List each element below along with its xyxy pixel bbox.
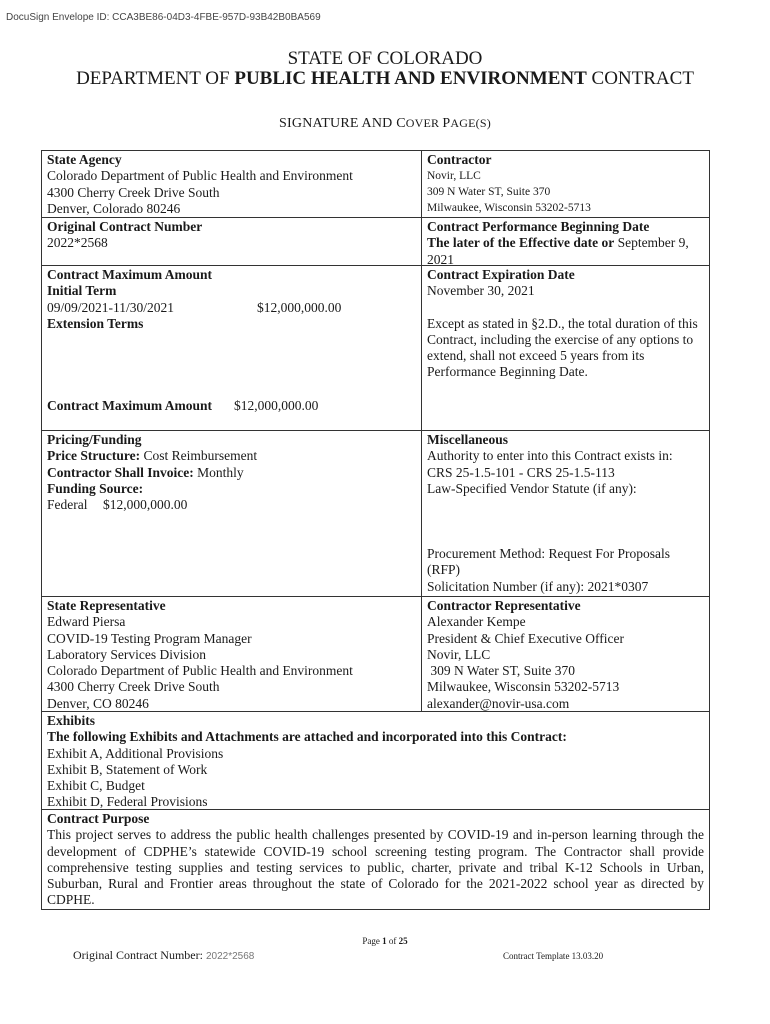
performance-begin-text — [427, 235, 704, 268]
row-contract-number — [42, 218, 709, 266]
max-amount-cell — [42, 266, 422, 430]
doc-subtitle — [0, 116, 770, 132]
footer-template: Contract Template 13.03.20 — [503, 951, 604, 961]
exhibit-item: Exhibit D, Federal Provisions — [47, 794, 208, 810]
exhibit-item: Exhibit B, Statement of Work — [47, 761, 208, 777]
purpose-text: This project serves to address the public health challenges presented by COVID-19 and in-person learning through the development of CDPHE’s statewide COVID-19 school screening testing program. The Contractor shall provide comprehensive testing supplies and testing services to public, charter, private and tribal K-12 Schools in Urban, Suburban, Rural and Frontier areas throughout the state of Colorado for the 2021-2022 school year as directed by CDPHE. — [47, 827, 704, 908]
original-contract-heading: Original Contract Number — [47, 219, 203, 234]
row-parties — [42, 151, 709, 218]
funding-type: Federal — [47, 497, 88, 513]
page-prefix: Page — [362, 936, 383, 946]
misc-solicitation: Solicitation Number (if any): 2021*0307 — [427, 578, 649, 594]
expiration-date: November 30, 2021 — [427, 283, 535, 299]
contractor-cell — [422, 151, 709, 217]
exhibits-intro: The following Exhibits and Attachments are attached and incorporated into this Contract: — [47, 729, 567, 745]
title-prefix: DEPARTMENT OF — [76, 68, 235, 89]
page-number — [0, 936, 770, 946]
contractor-rep-heading: Contractor Representative — [427, 598, 581, 613]
exhibits-heading: Exhibits — [47, 713, 96, 728]
doc-title-department — [0, 68, 770, 90]
price-structure-value: Cost Reimbursement — [140, 448, 258, 464]
spacer — [427, 497, 704, 546]
contractor-line: Novir, LLC — [427, 170, 481, 183]
spacer — [427, 300, 704, 316]
envelope-id: DocuSign Envelope ID: CCA3BE86-04D3-4FBE-957D-93B42B0BA569 — [6, 12, 321, 23]
footer-contract-value: 2022*2568 — [205, 951, 255, 962]
total-amount-value: $12,000,000.00 — [234, 398, 319, 414]
exhibit-item: Exhibit C, Budget — [47, 778, 145, 794]
contractor-line: 309 N Water ST, Suite 370 — [427, 186, 551, 199]
pricing-heading: Pricing/Funding — [47, 432, 142, 447]
state-agency-heading: State Agency — [47, 152, 122, 167]
contractor-heading: Contractor — [427, 152, 492, 167]
subtitle-part: C — [396, 116, 406, 131]
invoice-line — [47, 465, 416, 481]
subtitle-part: AGE(S) — [450, 116, 491, 130]
contractor-rep-line: Milwaukee, Wisconsin 53202-5713 — [427, 679, 620, 695]
contractor-rep-line: President & Chief Executive Officer — [427, 630, 624, 646]
expiration-note: Except as stated in §2.D., the total duration of this Contract, including the exercise of any options to extend, shall not exceed 5 years from its Performance Beginning Date. — [427, 315, 698, 380]
row-purpose — [42, 810, 709, 909]
contractor-line: Milwaukee, Wisconsin 53202-5713 — [427, 202, 591, 215]
performance-begin-bold: The later of the Effective date or — [427, 235, 615, 251]
contractor-rep-cell — [422, 597, 709, 711]
misc-statutes: CRS 25-1.5-101 - CRS 25-1.5-113 — [427, 464, 615, 480]
original-contract-value: 2022*2568 — [47, 235, 108, 251]
performance-begin-cell — [422, 218, 709, 265]
state-rep-line: Edward Piersa — [47, 614, 126, 630]
contractor-rep-email: alexander@novir-usa.com — [427, 695, 570, 711]
contractor-rep-line: Alexander Kempe — [427, 614, 526, 630]
funding-source-label: Funding Source: — [47, 480, 144, 496]
row-pricing — [42, 431, 709, 597]
state-agency-line: Colorado Department of Public Health and Environment — [47, 168, 353, 184]
initial-term-label: Initial Term — [47, 283, 117, 299]
max-amount-heading: Contract Maximum Amount — [47, 267, 212, 282]
total-amount-label: Contract Maximum Amount — [47, 398, 212, 414]
title-bold: PUBLIC HEALTH AND ENVIRONMENT — [234, 68, 587, 89]
original-contract-cell — [42, 218, 422, 265]
misc-vendor-statute: Law-Specified Vendor Statute (if any): — [427, 480, 637, 496]
misc-cell — [422, 431, 709, 596]
funding-line — [47, 497, 416, 513]
purpose-cell — [42, 810, 709, 909]
extension-terms-blank — [47, 332, 416, 398]
page-current: 1 — [382, 936, 387, 946]
page-total: 25 — [398, 936, 408, 946]
expiration-cell — [422, 266, 709, 430]
price-structure-label: Price Structure: — [47, 448, 141, 464]
pricing-cell — [42, 431, 422, 596]
row-representatives — [42, 597, 709, 712]
subtitle-part: OVER — [405, 116, 443, 130]
invoice-label: Contractor Shall Invoice: — [47, 464, 194, 480]
state-rep-heading: State Representative — [47, 598, 166, 613]
total-amount-line — [47, 398, 416, 414]
state-rep-line: Denver, CO 80246 — [47, 695, 149, 711]
state-agency-line: 4300 Cherry Creek Drive South — [47, 184, 220, 200]
exhibit-item: Exhibit A, Additional Provisions — [47, 745, 224, 761]
exhibits-cell — [42, 712, 709, 809]
state-agency-cell — [42, 151, 422, 217]
initial-term-line — [47, 300, 416, 316]
state-rep-cell — [42, 597, 422, 711]
state-rep-line: Colorado Department of Public Health and Environment — [47, 663, 353, 679]
misc-procurement: Procurement Method: Request For Proposals (RFP) — [427, 546, 670, 578]
page-of: of — [386, 936, 399, 946]
performance-begin-date: September 9, 2021 — [427, 235, 689, 267]
invoice-value: Monthly — [193, 464, 244, 480]
footer-contract-number — [73, 948, 254, 963]
row-exhibits — [42, 712, 709, 810]
term-dates: 09/09/2021-11/30/2021 — [47, 299, 174, 315]
misc-heading: Miscellaneous — [427, 432, 508, 447]
state-agency-line: Denver, Colorado 80246 — [47, 200, 181, 216]
misc-authority: Authority to enter into this Contract exists in: — [427, 448, 673, 464]
performance-begin-heading: Contract Performance Beginning Date — [427, 219, 650, 234]
price-structure-line — [47, 448, 416, 464]
doc-title-state: STATE OF COLORADO — [287, 48, 483, 69]
extension-terms-label: Extension Terms — [47, 315, 144, 331]
subtitle-part: SIGNATURE AND — [279, 116, 397, 131]
state-rep-line: 4300 Cherry Creek Drive South — [47, 679, 220, 695]
cover-table — [41, 150, 710, 910]
contractor-rep-line: 309 N Water ST, Suite 370 — [427, 663, 576, 679]
purpose-heading: Contract Purpose — [47, 811, 150, 826]
contractor-rep-line: Novir, LLC — [427, 646, 491, 662]
subtitle-part: P — [442, 116, 451, 131]
funding-amount: $12,000,000.00 — [103, 497, 188, 513]
state-rep-line: Laboratory Services Division — [47, 646, 206, 662]
state-rep-line: COVID-19 Testing Program Manager — [47, 630, 252, 646]
term-amount: $12,000,000.00 — [257, 299, 342, 315]
footer-contract-label: Original Contract Number: — [73, 948, 206, 962]
row-max-amount — [42, 266, 709, 431]
expiration-heading: Contract Expiration Date — [427, 267, 575, 282]
title-suffix: CONTRACT — [586, 68, 694, 89]
